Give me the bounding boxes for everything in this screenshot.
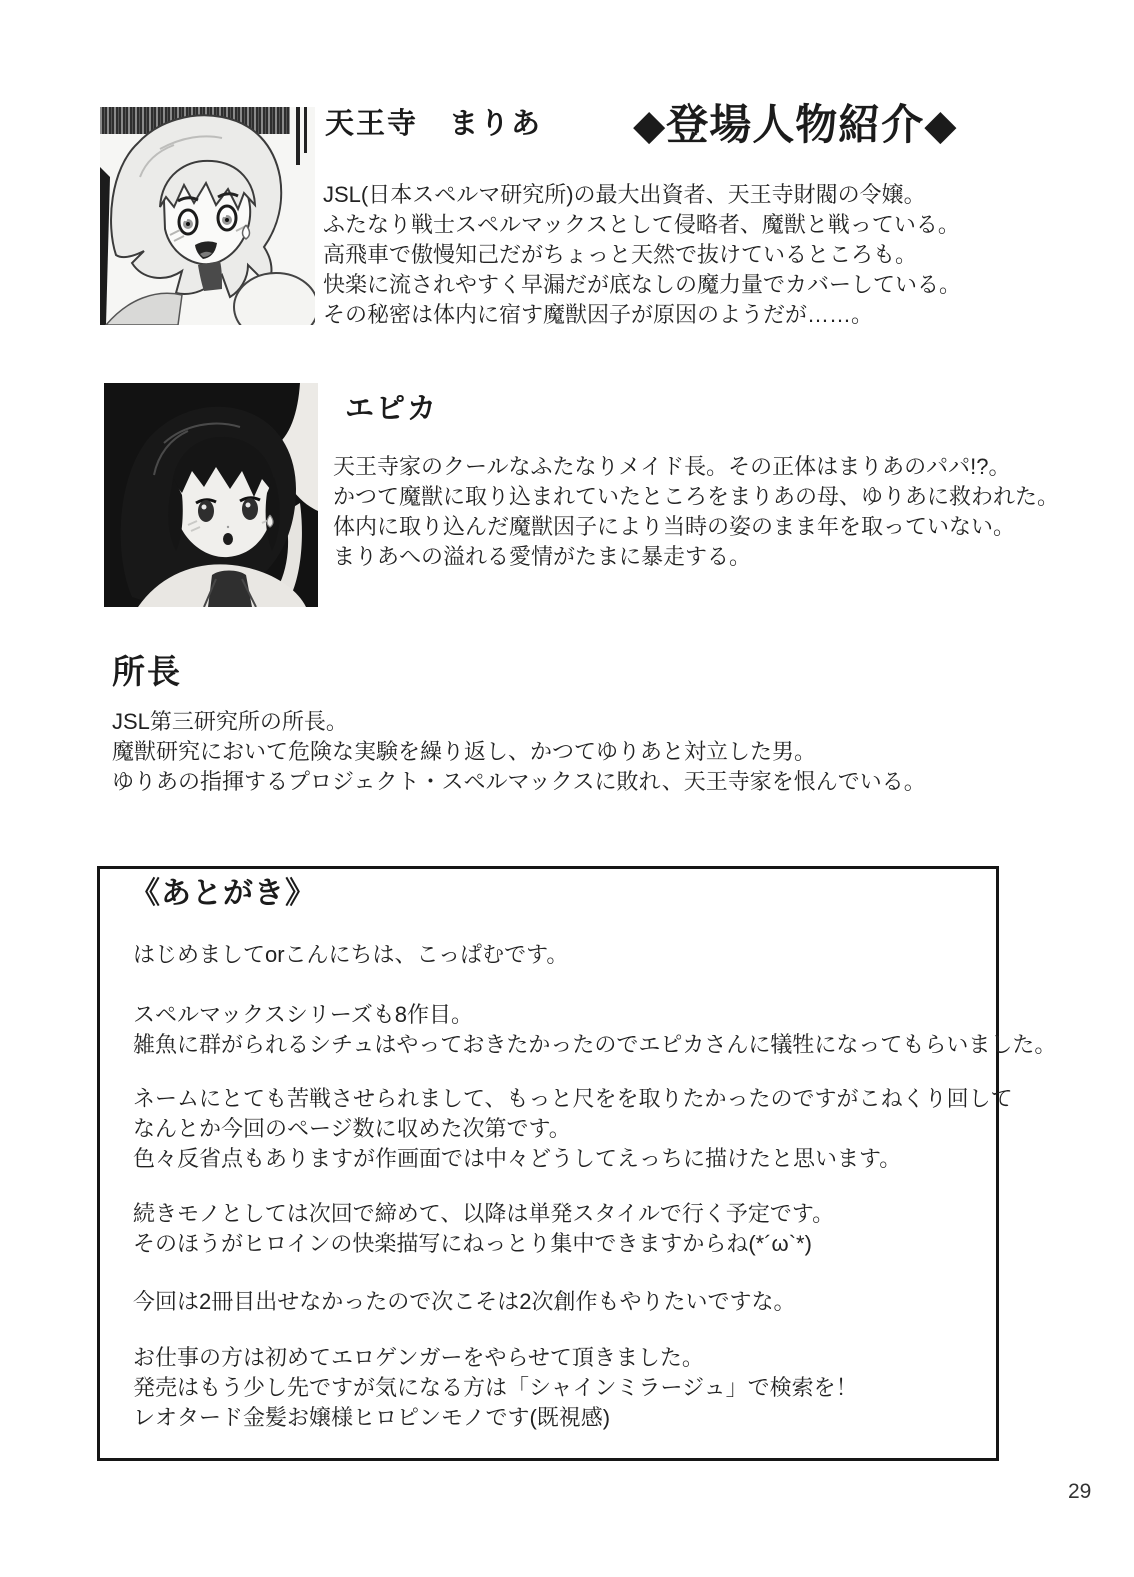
desc-line: ゆりあの指揮するプロジェクト・スペルマックスに敗れ、天王寺家を恨んでいる。: [112, 769, 926, 794]
character-portrait-maria: [100, 107, 315, 325]
afterword-line: 今回は2冊目出せなかったので次こそは2次創作もやりたいですな。: [133, 1289, 796, 1314]
afterword-line: なんとか今回のページ数に収めた次第です。: [133, 1116, 571, 1141]
desc-line: 天王寺家のクールなふたなりメイド長。その正体はまりあのパパ!?。: [333, 454, 1011, 479]
afterword-line: ネームにとても苦戦させられまして、もっと尺をを取りたかったのですがこねくり回して: [133, 1086, 1013, 1111]
afterword-paragraph: [133, 1000, 1056, 1060]
desc-line: その秘密は体内に宿す魔獣因子が原因のようだが……。: [323, 302, 874, 327]
afterword-line: 色々反省点もありますが作画面では中々どうしてえっちに描けたと思います。: [133, 1146, 902, 1171]
afterword-line: はじめましてorこんにちは、こっぱむです。: [133, 942, 569, 967]
afterword-line: お仕事の方は初めてエロゲンガーをやらせて頂きました。: [133, 1345, 704, 1370]
afterword-paragraph: [133, 940, 568, 970]
character-name-director: 所長: [112, 653, 182, 690]
desc-line: ふたなり戦士スペルマックスとして侵略者、魔獣と戦っている。: [323, 212, 960, 237]
desc-line: JSL(日本スペルマ研究所)の最大出資者、天王寺財閥の令嬢。: [323, 182, 926, 207]
desc-line: 魔獣研究において危険な実験を繰り返し、かつてゆりあと対立した男。: [112, 739, 817, 764]
character-desc-epica: [333, 452, 1059, 572]
desc-line: 快楽に流されやすく早漏だが底なしの魔力量でカバーしている。: [323, 272, 962, 297]
afterword-paragraph: [133, 1343, 858, 1433]
afterword-paragraph: [133, 1287, 795, 1317]
character-name-epica: エピカ: [345, 393, 439, 425]
afterword-line: 発売はもう少し先ですが気になる方は「シャインミラージュ」で検索を！: [133, 1375, 858, 1400]
character-name-maria: 天王寺 まりあ: [325, 108, 543, 140]
afterword-line: そのほうがヒロインの快楽描写にねっとり集中できますからね(*´ω`*): [133, 1231, 812, 1256]
afterword-line: スペルマックスシリーズも8作目。: [133, 1002, 474, 1027]
character-portrait-epica: [104, 383, 318, 607]
afterword-line: 雑魚に群がられるシチュはやっておきたかったのでエピカさんに犠牲になってもらいました。: [133, 1032, 1057, 1057]
afterword-line: 続きモノとしては次回で締めて、以降は単発スタイルで行く予定です。: [133, 1201, 835, 1226]
afterword-box: [97, 866, 1057, 1461]
desc-line: 体内に取り込んだ魔獣因子により当時の姿のまま年を取っていない。: [333, 514, 1016, 539]
desc-line: かつて魔獣に取り込まれていたところをまりあの母、ゆりあに救われた。: [333, 484, 1060, 509]
desc-line: まりあへの溢れる愛情がたまに暴走する。: [333, 544, 752, 569]
afterword-paragraph: [133, 1199, 834, 1259]
desc-line: JSL第三研究所の所長。: [112, 709, 348, 734]
afterword-paragraph: [133, 1084, 1013, 1174]
page-title: ◆登場人物紹介◆: [633, 101, 958, 148]
desc-line: 高飛車で傲慢知己だがちょっと天然で抜けているところも。: [323, 242, 918, 267]
afterword-title: 《あとがき》: [130, 877, 316, 910]
character-desc-maria: [323, 180, 961, 330]
epica-portrait-illustration: [104, 383, 318, 607]
character-desc-director: [112, 707, 926, 797]
maria-portrait-illustration: [100, 107, 315, 325]
afterword-line: レオタード金髪お嬢様ヒロピンモノです(既視感): [133, 1405, 611, 1430]
page-number: 29: [1068, 1480, 1092, 1503]
